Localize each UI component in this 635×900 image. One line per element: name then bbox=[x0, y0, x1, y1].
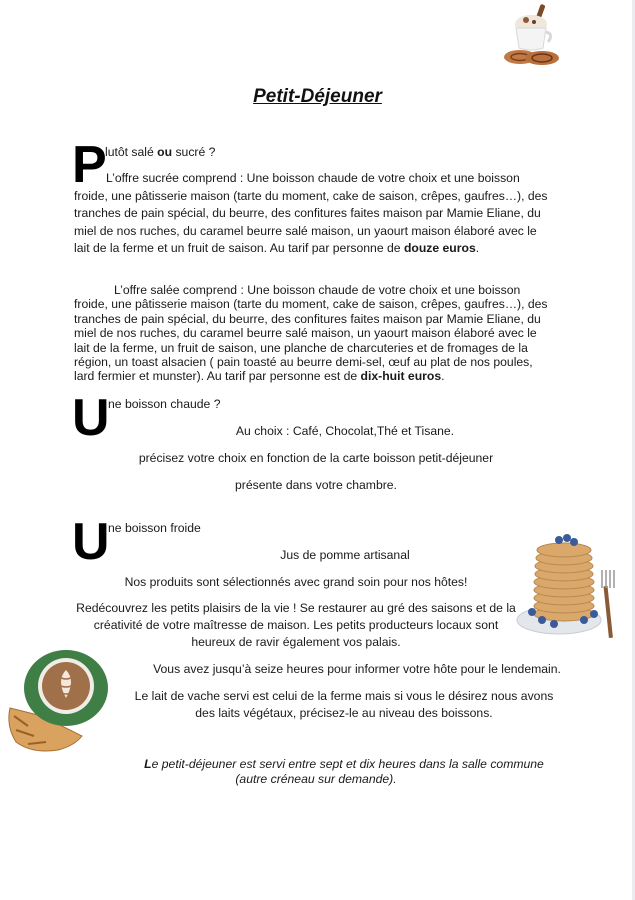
hot-chocolate-illustration-icon bbox=[498, 2, 564, 68]
cold-drink-heading: ne boisson froide bbox=[108, 521, 201, 535]
rediscover-paragraph: Redécouvrez les petits plaisirs de la vie ! Se restaurer au gré des saisons et de la créativité de votre maîtresse de maison. Les petits producteurs locaux sont heureux de ravir également vos palais. bbox=[76, 601, 516, 649]
products-note: Nos produits sont sélectionnés avec grand soin pour nos hôtes! bbox=[124, 575, 468, 589]
hot-drink-instructions-2: présente dans votre chambre. bbox=[235, 478, 397, 492]
hot-drink-choices: Au choix : Café, Chocolat,Thé et Tisane. bbox=[235, 424, 455, 438]
hot-drink-heading: ne boisson chaude ? bbox=[108, 397, 221, 411]
sweet-offer-paragraph: L’offre sucrée comprend : Une boisson chaude de votre choix et une boisson froide, une pâtisserie maison (tarte du moment, cake de saison, crêpes, gaufres…), des tranches de pain spécial, du beurre, des confitures faites maison par Mamie Eliane, du miel de nos ruches, du caramel beurre salé maison, un yaourt maison élaboré avec le lait de la ferme et un fruit de saison. Au tarif par personne de douze euros. bbox=[74, 171, 548, 256]
dropcap-u-chaude: U bbox=[72, 389, 110, 447]
cold-drink-juice: Jus de pomme artisanal bbox=[280, 548, 410, 562]
deadline-note: Vous avez jusqu’à seize heures pour informer votre hôte pour le lendemain. bbox=[153, 662, 561, 676]
dropcap-u-froide: U bbox=[72, 513, 110, 571]
hot-drink-instructions: précisez votre choix en fonction de la carte boisson petit-déjeuner bbox=[138, 451, 494, 465]
page-title: Petit-Déjeuner bbox=[253, 86, 382, 107]
service-hours-note-2: (autre créneau sur demande). bbox=[235, 772, 397, 786]
savory-offer-paragraph: L’offre salée comprend : Une boisson chaude de votre choix et une boisson froide, une pâtisserie maison (tarte du moment, cake de saison, crêpes, gaufres…), des tranches de pain spécial, du beurre, des confitures faites maison par Mamie Eliane, du miel de nos ruches, du caramel beurre salé maison, un yaourt maison élaboré avec le lait de la ferme, un fruit de saison, une planche de charcuteries et de fromages de la région, un toast alsacien ( pain toasté au beurre demi-sel, œuf au plat de nos poules, lard fermier et munster). Au tarif par personne est de dix-huit euros. bbox=[74, 283, 548, 384]
section-heading-sale-sucre: lutôt salé ou sucré ? bbox=[105, 145, 216, 159]
latte-croissant-illustration-icon bbox=[2, 646, 110, 756]
pancake-stack-illustration-icon bbox=[514, 530, 620, 644]
milk-note: Le lait de vache servi est celui de la ferme mais si vous le désirez nous avons des laits végétaux, précisez-le au niveau des boissons. bbox=[134, 689, 554, 720]
dropcap-p: P bbox=[72, 136, 107, 194]
service-hours-note: Le petit-déjeuner est servi entre sept et dix heures dans la salle commune bbox=[144, 757, 544, 771]
